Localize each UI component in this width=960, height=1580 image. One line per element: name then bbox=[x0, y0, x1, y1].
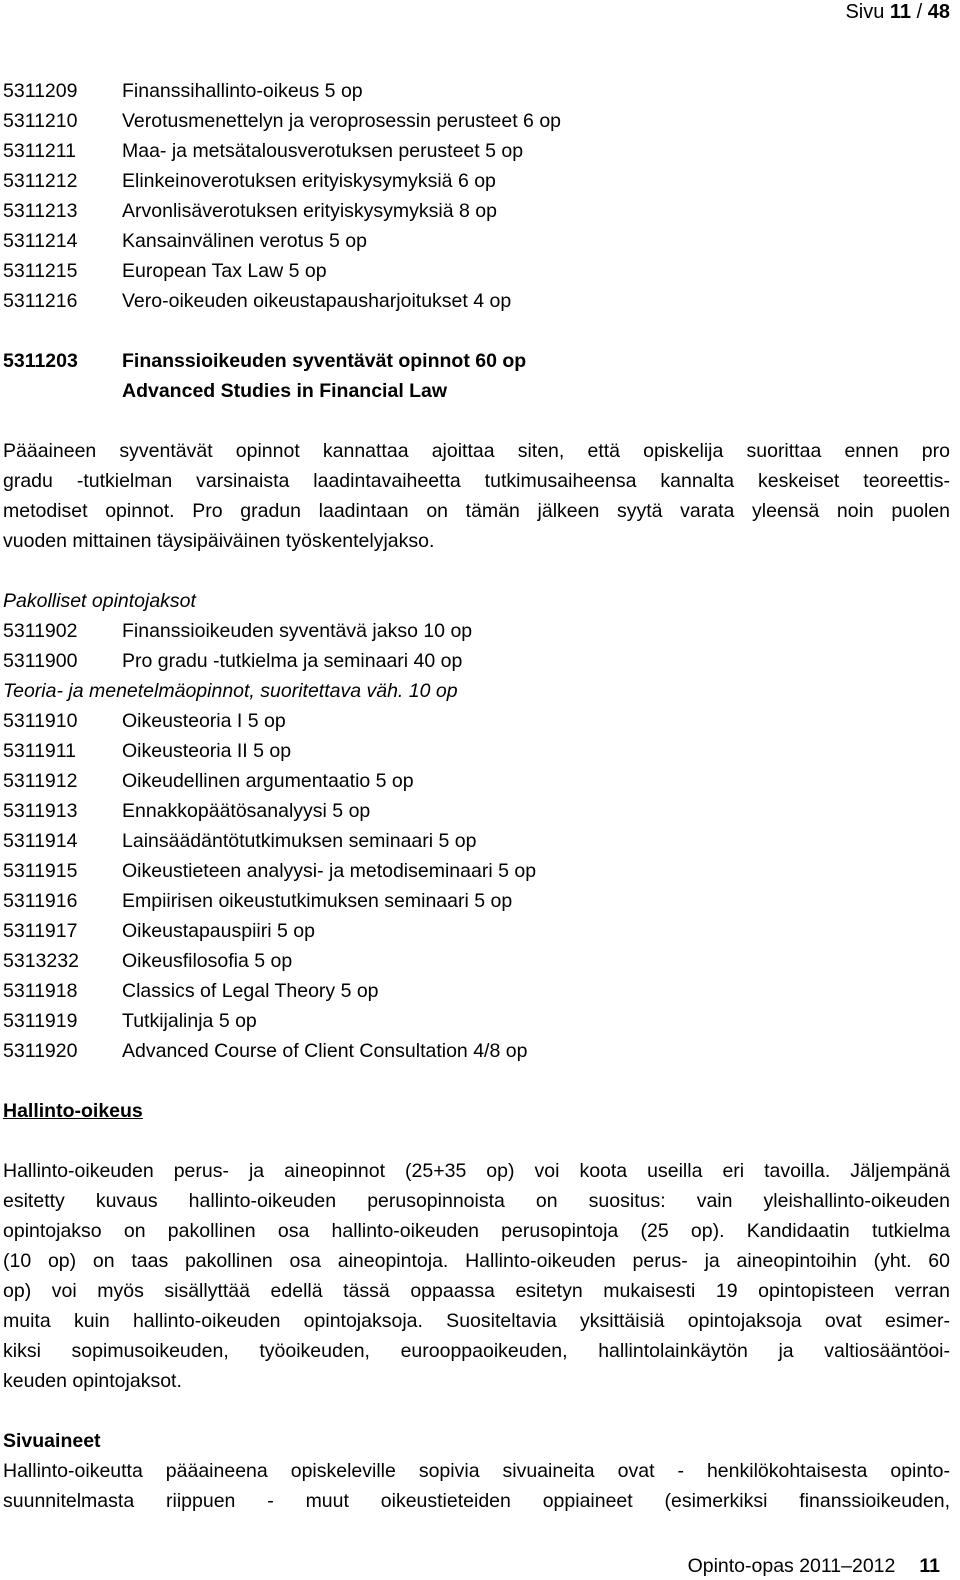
course-row bbox=[3, 796, 950, 826]
course-code: 5311915 bbox=[3, 860, 78, 882]
section-paragraph bbox=[3, 1156, 950, 1396]
course-name: Oikeudellinen argumentaatio 5 op bbox=[122, 770, 414, 792]
page-separator: / bbox=[916, 1, 923, 23]
paragraph-line: vuoden mittainen täysipäiväinen työskentelyjakso. bbox=[3, 530, 435, 552]
paragraph-line: kiksi sopimusoikeuden, työoikeuden, eurooppaoikeuden, hallintolainkäytön ja valtiosääntöoi- bbox=[3, 1340, 950, 1362]
course-row bbox=[3, 226, 950, 256]
course-row bbox=[3, 886, 950, 916]
course-row bbox=[3, 826, 950, 856]
paragraph-line: opintojakso on pakollinen osa hallinto-oikeuden perusopintoja (25 op). Kandidaatin tutkielma bbox=[3, 1220, 950, 1242]
course-row bbox=[3, 946, 950, 976]
course-name: Elinkeinoverotuksen erityiskysymyksiä 6 op bbox=[122, 170, 496, 192]
course-row bbox=[3, 856, 950, 886]
course-name: Classics of Legal Theory 5 op bbox=[122, 980, 379, 1002]
course-name: Oikeusteoria II 5 op bbox=[122, 740, 292, 762]
course-code: 5311917 bbox=[3, 920, 78, 942]
advanced-studies-heading bbox=[3, 346, 950, 406]
advanced-subtitle: Advanced Studies in Financial Law bbox=[122, 380, 448, 402]
course-row bbox=[3, 1006, 950, 1036]
course-code: 5311920 bbox=[3, 1040, 78, 1062]
course-code: 5311913 bbox=[3, 800, 78, 822]
advanced-title-row bbox=[3, 346, 950, 376]
course-code: 5311916 bbox=[3, 890, 78, 912]
course-row bbox=[3, 976, 950, 1006]
course-name: Oikeusteoria I 5 op bbox=[122, 710, 286, 732]
course-name: Oikeustapauspiiri 5 op bbox=[122, 920, 315, 942]
course-code: 5311214 bbox=[3, 230, 78, 252]
course-code: 5311902 bbox=[3, 620, 78, 642]
course-name: Vero-oikeuden oikeustapausharjoitukset 4 op bbox=[122, 290, 512, 312]
course-code: 5311912 bbox=[3, 770, 78, 792]
course-name: Lainsäädäntötutkimuksen seminaari 5 op bbox=[122, 830, 477, 852]
course-code: 5311914 bbox=[3, 830, 78, 852]
footer-page-number: 11 bbox=[919, 1555, 940, 1577]
course-name: Empiirisen oikeustutkimuksen seminaari 5 op bbox=[122, 890, 513, 912]
course-code: 5311211 bbox=[3, 140, 77, 162]
spacer bbox=[3, 1396, 950, 1426]
paragraph-line: Hallinto-oikeuden perus- ja aineopinnot (25+35 op) voi koota useilla eri tavoilla. Jäljempänä bbox=[3, 1160, 950, 1182]
page-prefix: Sivu bbox=[845, 1, 885, 23]
spacer bbox=[3, 1126, 950, 1156]
course-row bbox=[3, 256, 950, 286]
paragraph-line: esitetty kuvaus hallinto-oikeuden perusopinnoista on suositus: vain yleishallinto-oikeuden bbox=[3, 1190, 950, 1212]
course-name: Oikeusfilosofia 5 op bbox=[122, 950, 293, 972]
page-indicator bbox=[845, 0, 950, 24]
document-body bbox=[3, 76, 950, 1516]
footer-label: Opinto-opas 2011–2012 bbox=[687, 1555, 896, 1577]
advanced-title: Finanssioikeuden syventävät opinnot 60 op bbox=[122, 350, 527, 372]
course-name: Kansainvälinen verotus 5 op bbox=[122, 230, 367, 252]
page-total: 48 bbox=[927, 1, 950, 23]
course-list-financial bbox=[3, 76, 950, 316]
course-name: Tutkijalinja 5 op bbox=[122, 1010, 257, 1032]
course-name: Arvonlisäverotuksen erityiskysymyksiä 8 op bbox=[122, 200, 497, 222]
course-code: 5311212 bbox=[3, 170, 78, 192]
course-row bbox=[3, 916, 950, 946]
course-name: Ennakkopäätösanalyysi 5 op bbox=[122, 800, 371, 822]
course-row bbox=[3, 196, 950, 226]
course-name: Finanssioikeuden syventävä jakso 10 op bbox=[122, 620, 473, 642]
paragraph-line: muita kuin hallinto-oikeuden opintojaksoja. Suositeltavia yksittäisiä opintojaksoja ovat esimer- bbox=[3, 1310, 950, 1332]
paragraph-line: Hallinto-oikeutta pääaineena opiskeleville sopivia sivuaineita ovat - henkilökohtaisesta opinto- bbox=[3, 1460, 950, 1482]
course-code: 5313232 bbox=[3, 950, 79, 972]
course-row bbox=[3, 106, 950, 136]
course-code: 5311210 bbox=[3, 110, 78, 132]
mandatory-heading: Pakolliset opintojaksot bbox=[3, 590, 196, 612]
page-footer bbox=[688, 1554, 940, 1578]
indent bbox=[3, 376, 122, 406]
section-title: Hallinto-oikeus bbox=[3, 1100, 143, 1122]
course-code: 5311911 bbox=[3, 740, 77, 762]
course-row bbox=[3, 736, 950, 766]
course-code: 5311900 bbox=[3, 650, 78, 672]
spacer bbox=[3, 406, 950, 436]
course-row bbox=[3, 706, 950, 736]
course-row bbox=[3, 766, 950, 796]
paragraph-line: keuden opintojaksot. bbox=[3, 1370, 182, 1392]
course-code: 5311213 bbox=[3, 200, 78, 222]
paragraph-line: Pääaineen syventävät opinnot kannattaa ajoittaa siten, että opiskelija suorittaa ennen pro bbox=[3, 440, 950, 462]
course-row bbox=[3, 1036, 950, 1066]
course-name: Finanssihallinto-oikeus 5 op bbox=[122, 80, 363, 102]
course-name: Maa- ja metsätalousverotuksen perusteet 5 op bbox=[122, 140, 524, 162]
course-row bbox=[3, 646, 950, 676]
advanced-code: 5311203 bbox=[3, 350, 78, 372]
course-row bbox=[3, 76, 950, 106]
spacer bbox=[3, 316, 950, 346]
course-row bbox=[3, 166, 950, 196]
advanced-subtitle-row bbox=[3, 376, 950, 406]
paragraph-line: gradu -tutkielman varsinaista laadintavaiheetta tutkimusaiheensa kannalta keskeiset teoreettis- bbox=[3, 470, 950, 492]
course-name: Oikeustieteen analyysi- ja metodiseminaari 5 op bbox=[122, 860, 537, 882]
minor-paragraph bbox=[3, 1456, 950, 1516]
paragraph-line: (10 op) on taas pakollinen osa aineopintoja. Hallinto-oikeuden perus- ja aineopintoihin (yht. 60 bbox=[3, 1250, 950, 1272]
course-row bbox=[3, 286, 950, 316]
course-name: Verotusmenettelyn ja veroprosessin perusteet 6 op bbox=[122, 110, 562, 132]
course-name: Pro gradu -tutkielma ja seminaari 40 op bbox=[122, 650, 463, 672]
course-code: 5311215 bbox=[3, 260, 78, 282]
intro-paragraph bbox=[3, 436, 950, 556]
page-current: 11 bbox=[889, 1, 912, 23]
theory-heading: Teoria- ja menetelmäopinnot, suoritettava väh. 10 op bbox=[3, 680, 458, 702]
course-code: 5311216 bbox=[3, 290, 78, 312]
course-row bbox=[3, 616, 950, 646]
paragraph-line: suunnitelmasta riippuen - muut oikeustieteiden oppiaineet (esimerkiksi finanssioikeuden, bbox=[3, 1490, 950, 1512]
course-name: European Tax Law 5 op bbox=[122, 260, 327, 282]
minor-heading: Sivuaineet bbox=[3, 1430, 101, 1452]
course-name: Advanced Course of Client Consultation 4/8 op bbox=[122, 1040, 528, 1062]
spacer bbox=[3, 556, 950, 586]
course-code: 5311910 bbox=[3, 710, 78, 732]
course-code: 5311919 bbox=[3, 1010, 78, 1032]
spacer bbox=[3, 1066, 950, 1096]
paragraph-line: op) voi myös sisällyttää edellä tässä oppaassa esitetyn mukaisesti 19 opintopisteen verran bbox=[3, 1280, 950, 1302]
paragraph-line: metodiset opinnot. Pro gradun laadintaan on tämän jälkeen syytä varata yleensä noin puolen bbox=[3, 500, 950, 522]
course-code: 5311209 bbox=[3, 80, 78, 102]
course-code: 5311918 bbox=[3, 980, 78, 1002]
course-row bbox=[3, 136, 950, 166]
